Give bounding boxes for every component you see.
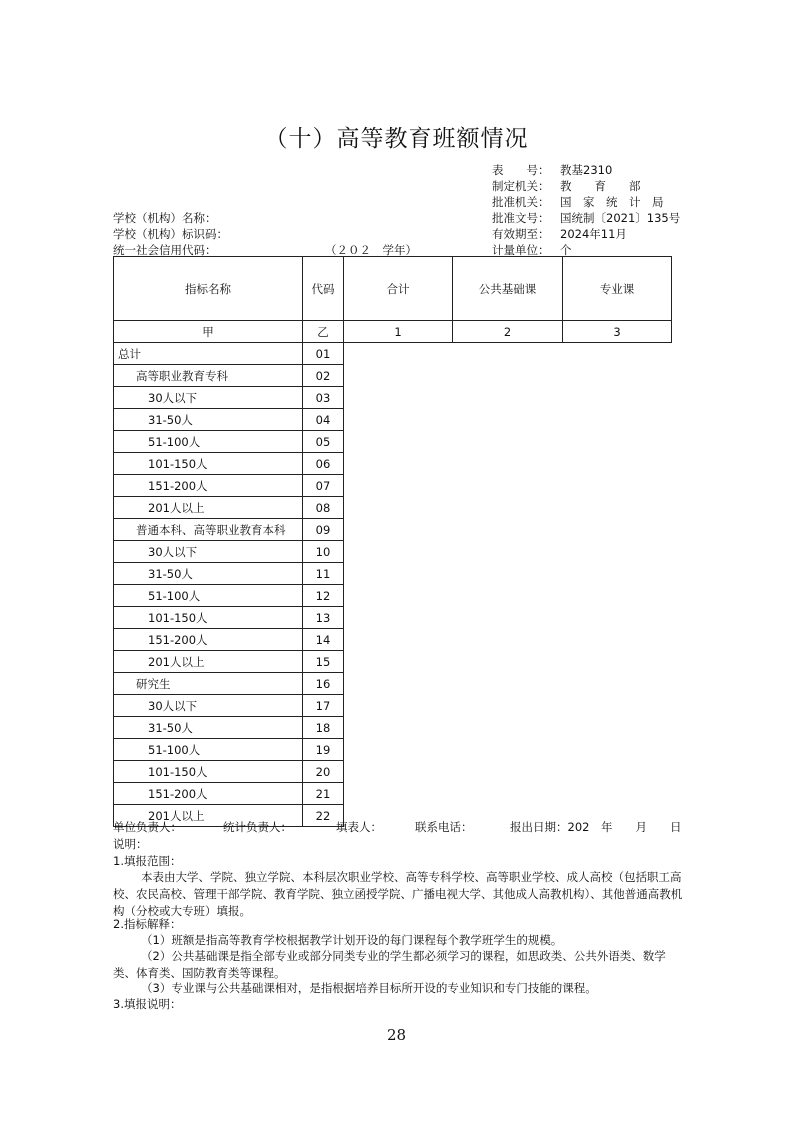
row-code: 09 bbox=[303, 519, 344, 541]
indicator-name: 31-50人 bbox=[114, 409, 303, 431]
row-code: 06 bbox=[303, 453, 344, 475]
phone-label: 联系电话： bbox=[415, 820, 473, 834]
meta-key: 批准文号： bbox=[492, 211, 550, 225]
row-code: 14 bbox=[303, 629, 344, 651]
row-code: 21 bbox=[303, 783, 344, 805]
scope-title: 1.填报范围： bbox=[113, 854, 182, 868]
row-code: 16 bbox=[303, 673, 344, 695]
table-row bbox=[114, 343, 672, 365]
indicator-name: 31-50人 bbox=[114, 563, 303, 585]
meta-value: 教基2310 bbox=[560, 163, 613, 177]
indicator-name: 普通本科、高等职业教育本科 bbox=[114, 519, 303, 541]
indicator-name: 201人以上 bbox=[114, 805, 303, 827]
row-code: 08 bbox=[303, 497, 344, 519]
header-total: 合计 bbox=[344, 257, 453, 321]
subheader-col1: 1 bbox=[344, 321, 453, 343]
row-code: 12 bbox=[303, 585, 344, 607]
row-code: 03 bbox=[303, 387, 344, 409]
indicator-name: 30人以下 bbox=[114, 695, 303, 717]
row-code: 11 bbox=[303, 563, 344, 585]
table-header-row bbox=[114, 257, 672, 321]
definition-title: 2.指标解释： bbox=[113, 917, 182, 931]
indicator-name: 201人以上 bbox=[114, 651, 303, 673]
definition-1: （1）班额是指高等教育学校根据教学计划开设的每门课程每个教学班学生的规模。 bbox=[141, 933, 563, 947]
instructions-title: 3.填报说明： bbox=[113, 997, 182, 1011]
row-code: 02 bbox=[303, 365, 344, 387]
header-indicator-name: 指标名称 bbox=[114, 257, 303, 321]
indicator-name: 51-100人 bbox=[114, 431, 303, 453]
row-code: 01 bbox=[303, 343, 344, 365]
page-title: （十）高等教育班额情况 bbox=[264, 126, 529, 152]
report-date-label: 报出日期：202 年 月 日 bbox=[510, 820, 682, 834]
row-code: 15 bbox=[303, 651, 344, 673]
meta-row bbox=[492, 178, 692, 194]
meta-row bbox=[492, 210, 692, 226]
subheader-col3: 3 bbox=[563, 321, 672, 343]
meta-key: 制定机关： bbox=[492, 179, 550, 193]
definition-2: （2）公共基础课是指全部专业或部分同类专业的学生都必须学习的课程，如思政类、公共外语类、数学类、体育类、国防教育类等课程。 bbox=[113, 949, 666, 980]
meta-value: 个 bbox=[560, 243, 572, 257]
meta-value: 国 家 统 计 局 bbox=[560, 195, 664, 209]
row-code: 07 bbox=[303, 475, 344, 497]
definition-3: （3）专业课与公共基础课相对，是指根据培养目标所开设的专业知识和专门技能的课程。 bbox=[141, 981, 597, 995]
row-code: 10 bbox=[303, 541, 344, 563]
class-size-table bbox=[113, 256, 672, 827]
school-year-label: （２０２ 学年） bbox=[325, 243, 417, 257]
indicator-name: 51-100人 bbox=[114, 585, 303, 607]
indicator-name: 151-200人 bbox=[114, 783, 303, 805]
header-professional-course: 专业课 bbox=[563, 257, 672, 321]
indicator-name: 151-200人 bbox=[114, 475, 303, 497]
indicator-name: 101-150人 bbox=[114, 453, 303, 475]
subheader-yi: 乙 bbox=[303, 321, 344, 343]
indicator-name: 总计 bbox=[114, 343, 303, 365]
meta-row bbox=[492, 162, 692, 178]
row-code: 04 bbox=[303, 409, 344, 431]
indicator-name: 30人以下 bbox=[114, 541, 303, 563]
indicator-name: 31-50人 bbox=[114, 717, 303, 739]
stat-head-label: 统计负责人： bbox=[223, 820, 292, 834]
meta-row bbox=[492, 194, 692, 210]
school-id-label: 学校（机构）标识码： bbox=[113, 227, 228, 241]
scope-text: 本表由大学、学院、独立学院、本科层次职业学校、高等专科学校、高等职业学校、成人高校（包括职工高校、农民高校、管理干部学院、教育学院、独立函授学院、广播电视大学、其他成人高教机构）、其他普通高教机构（分校或大专班）填报。 bbox=[113, 870, 683, 918]
row-code: 19 bbox=[303, 739, 344, 761]
row-code: 05 bbox=[303, 431, 344, 453]
indicator-name: 101-150人 bbox=[114, 607, 303, 629]
indicator-name: 30人以下 bbox=[114, 387, 303, 409]
page-number: 28 bbox=[386, 1026, 407, 1044]
notes-heading: 说明： bbox=[113, 837, 148, 851]
meta-value: 2024年11月 bbox=[560, 227, 627, 241]
data-entry-area bbox=[344, 343, 672, 827]
header-public-basic-course: 公共基础课 bbox=[453, 257, 563, 321]
school-name-label: 学校（机构）名称： bbox=[113, 211, 217, 225]
meta-key: 有效期至： bbox=[492, 227, 550, 241]
meta-row bbox=[492, 226, 692, 242]
subheader-jia: 甲 bbox=[114, 321, 303, 343]
indicator-name: 151-200人 bbox=[114, 629, 303, 651]
subheader-col2: 2 bbox=[453, 321, 563, 343]
header-code: 代码 bbox=[303, 257, 344, 321]
indicator-name: 201人以上 bbox=[114, 497, 303, 519]
indicator-name: 高等职业教育专科 bbox=[114, 365, 303, 387]
meta-value: 教 育 部 bbox=[560, 179, 641, 193]
unit-head-label: 单位负责人： bbox=[113, 820, 182, 834]
meta-key: 表 号： bbox=[492, 163, 550, 177]
meta-value: 国统制〔2021〕135号 bbox=[560, 211, 681, 225]
filler-label: 填表人： bbox=[336, 820, 382, 834]
row-code: 18 bbox=[303, 717, 344, 739]
table-subheader-row bbox=[114, 321, 672, 343]
indicator-name: 51-100人 bbox=[114, 739, 303, 761]
row-code: 13 bbox=[303, 607, 344, 629]
indicator-name: 研究生 bbox=[114, 673, 303, 695]
meta-key: 计量单位： bbox=[492, 243, 550, 257]
meta-key: 批准机关： bbox=[492, 195, 550, 209]
signature-line bbox=[113, 819, 683, 835]
row-code: 22 bbox=[303, 805, 344, 827]
row-code: 17 bbox=[303, 695, 344, 717]
credit-code-label: 统一社会信用代码： bbox=[113, 243, 217, 257]
row-code: 20 bbox=[303, 761, 344, 783]
indicator-name: 101-150人 bbox=[114, 761, 303, 783]
